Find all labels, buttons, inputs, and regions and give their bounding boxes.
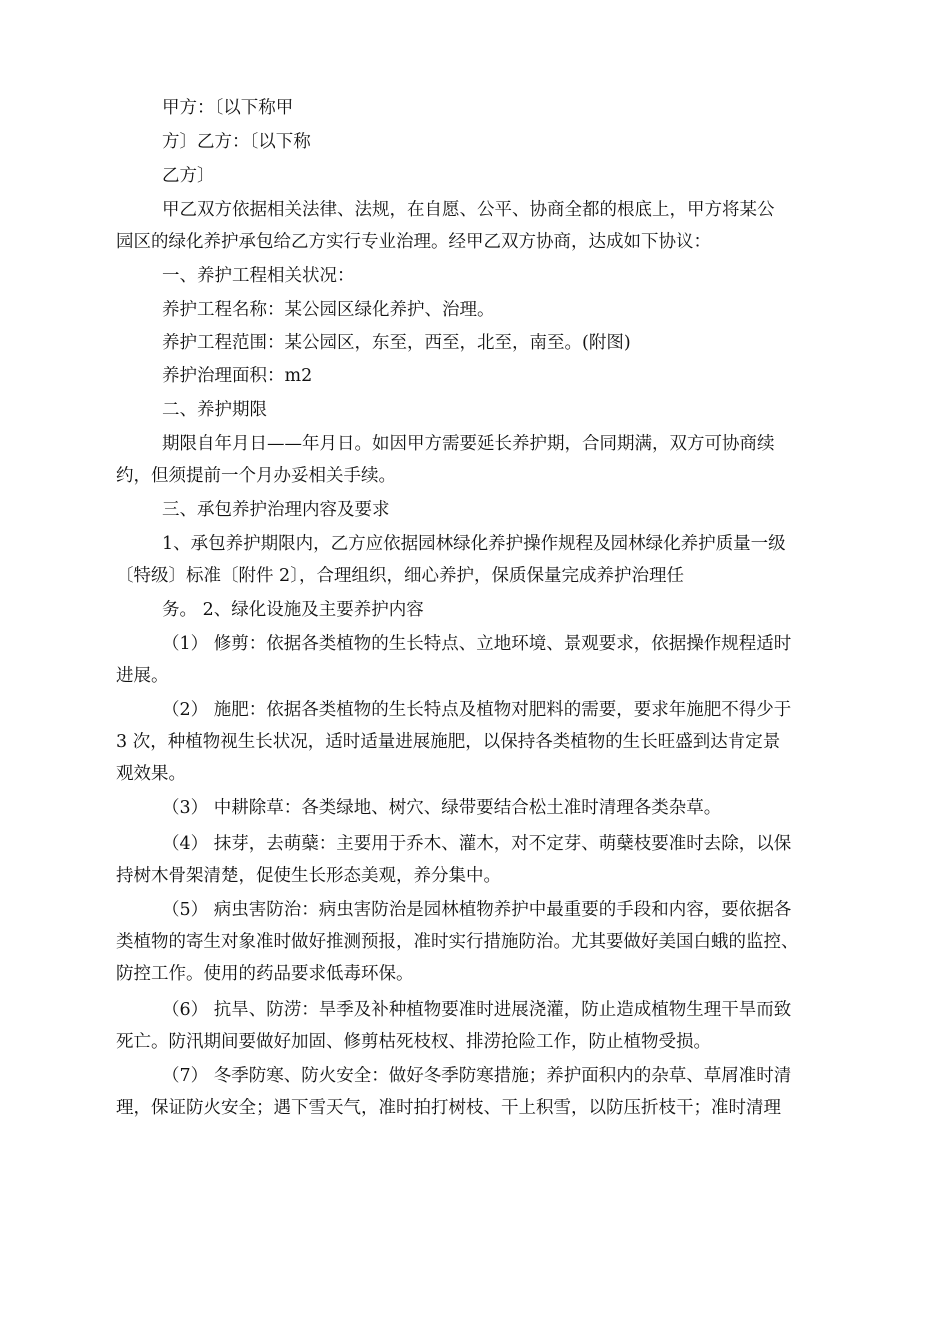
section-3-heading: 三、承包养护治理内容及要求 [162, 500, 390, 520]
item-5-line-1: （5） 病虫害防治：病虫害防治是园林植物养护中最重要的手段和内容，要依据各 [162, 900, 792, 920]
section-2-heading: 二、养护期限 [162, 400, 267, 420]
project-name-line: 养护工程名称：某公园区绿化养护、治理。 [162, 300, 495, 320]
item-2-line-2: 3 次，种植物视生长状况，适时适量进展施肥，以保持各类植物的生长旺盛到达肯定景 [116, 732, 781, 752]
item-4-line-1: （4） 抹芽，去萌蘖：主要用于乔木、灌木，对不定芽、萌蘖枝要准时去除，以保 [162, 834, 792, 854]
section-1-heading: 一、养护工程相关状况： [162, 266, 355, 286]
party-a-line: 甲方：〔以下称甲 [162, 98, 294, 118]
item-6-line-1: （6） 抗旱、防涝：旱季及补种植物要准时进展浇灌，防止造成植物生理干旱而致 [162, 1000, 792, 1020]
item-5-line-3: 防控工作。使用的药品要求低毒环保。 [116, 964, 414, 984]
item-2-line-3: 观效果。 [116, 764, 186, 784]
term-line-2: 约，但须提前一个月办妥相关手续。 [116, 466, 396, 486]
project-area-line: 养护治理面积：m2 [162, 366, 313, 386]
item-4-line-2: 持树木骨架清楚，促使生长形态美观，养分集中。 [116, 866, 501, 886]
project-scope-line: 养护工程范围：某公园区，东至，西至，北至，南至。(附图) [162, 333, 631, 353]
item-6-line-2: 死亡。防汛期间要做好加固、修剪枯死枝杈、排涝抢险工作，防止植物受损。 [116, 1032, 711, 1052]
clause-1-line-2: 〔特级〕标准〔附件 2〕，合理组织，细心养护，保质保量完成养护治理任 [116, 566, 684, 586]
item-5-line-2: 类植物的寄生对象准时做好推测预报，准时实行措施防治。尤其要做好美国白蛾的监控、 [116, 932, 799, 952]
item-7-line-1: （7） 冬季防寒、防火安全：做好冬季防寒措施；养护面积内的杂草、草屑准时清 [162, 1066, 792, 1086]
party-b-line: 方〕乙方：〔以下称 [162, 132, 311, 152]
party-b-suffix-line: 乙方〕 [162, 166, 215, 186]
intro-line-1: 甲乙双方依据相关法律、法规，在自愿、公平、协商全都的根底上，甲方将某公 [162, 200, 775, 220]
item-2-line-1: （2） 施肥：依据各类植物的生长特点及植物对肥料的需要，要求年施肥不得少于 [162, 700, 792, 720]
item-1-line-2: 进展。 [116, 666, 169, 686]
clause-2-heading: 务。 2、绿化设施及主要养护内容 [162, 600, 424, 620]
intro-line-2: 园区的绿化养护承包给乙方实行专业治理。经甲乙双方协商，达成如下协议： [116, 232, 711, 252]
item-1-line-1: （1） 修剪：依据各类植物的生长特点、立地环境、景观要求，依据操作规程适时 [162, 634, 792, 654]
term-line-1: 期限自年月日——年月日。如因甲方需要延长养护期，合同期满，双方可协商续 [162, 434, 775, 454]
item-3-line-1: （3） 中耕除草：各类绿地、树穴、绿带要结合松土准时清理各类杂草。 [162, 798, 722, 818]
item-7-line-2: 理，保证防火安全；遇下雪天气，准时拍打树枝、干上积雪，以防压折枝干；准时清理 [116, 1098, 781, 1118]
clause-1-line-1: 1、承包养护期限内，乙方应依据园林绿化养护操作规程及园林绿化养护质量一级 [162, 534, 786, 554]
